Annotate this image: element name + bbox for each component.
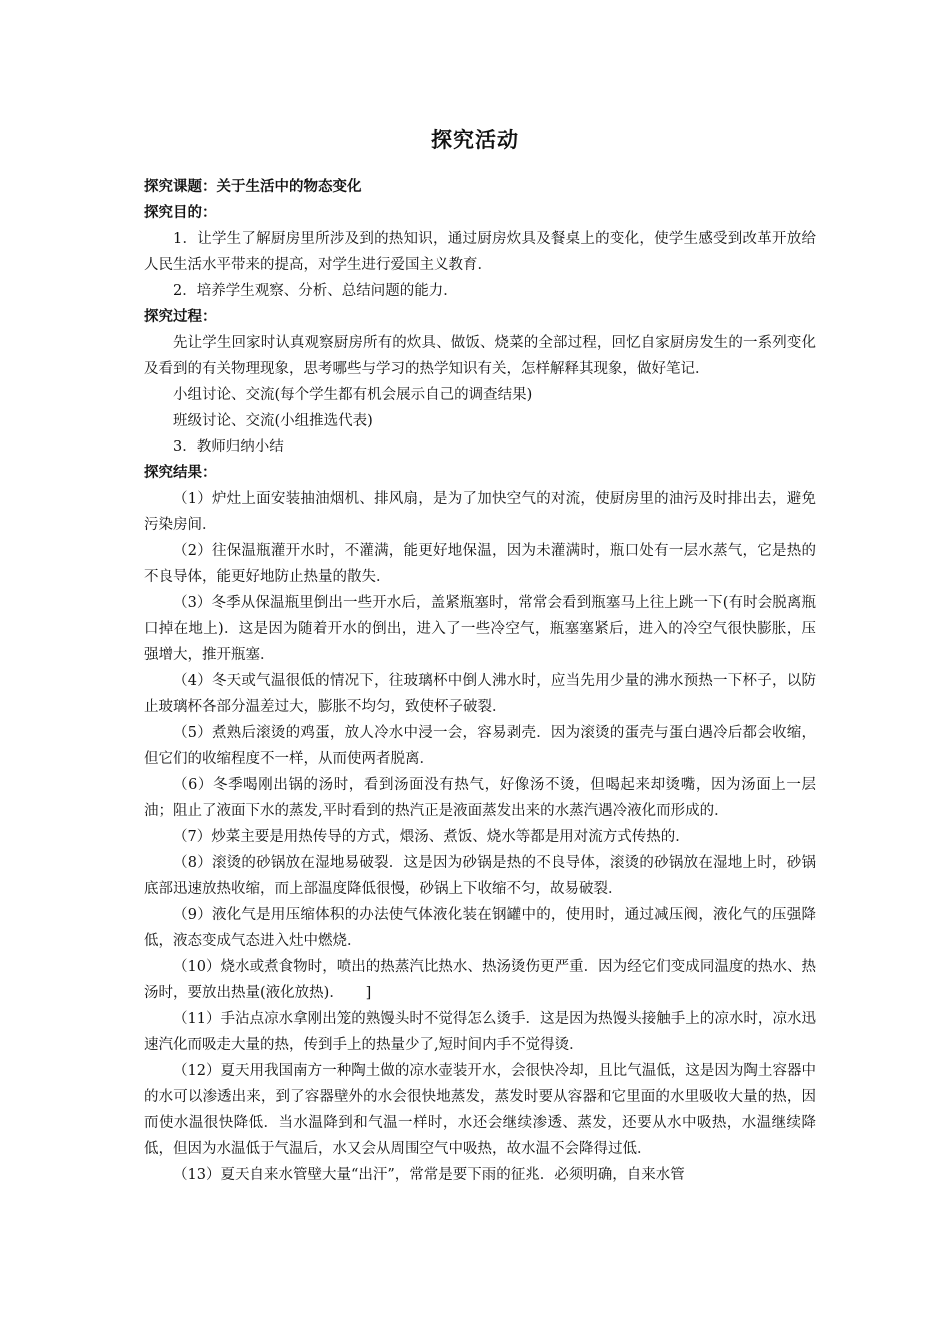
process-paragraph: 3．教师归纳小结 xyxy=(173,439,284,455)
result-item: （4）冬天或气温很低的情况下，往玻璃杯中倒人沸水时，应当先用少量的沸水预热一下杯子，以防止玻璃杯各部分温差过大，膨胀不均匀，致使杯子破裂． xyxy=(144,673,816,715)
result-item: （2）往保温瓶灌开水时，不灌满，能更好地保温，因为未灌满时，瓶口处有一层水蒸气，它是热的不良导体，能更好地防止热量的散失． xyxy=(144,543,816,585)
result-item: （1）炉灶上面安装抽油烟机、排风扇，是为了加快空气的对流，使厨房里的油污及时排出去，避免污染房间． xyxy=(144,491,816,533)
page-title: 探究活动 xyxy=(431,128,519,152)
result-item: （9）液化气是用压缩体积的办法使气体液化装在钢罐中的，使用时，通过减压阀，液化气的压强降低，液态变成气态进入灶中燃烧． xyxy=(144,907,816,949)
result-item: （11）手沾点凉水拿刚出笼的熟馒头时不觉得怎么烫手．这是因为热馒头接触手上的凉水时，凉水迅速汽化而吸走大量的热，传到手上的热量少了,短时间内手不觉得烫． xyxy=(144,1011,816,1053)
process-paragraph: 小组讨论、交流(每个学生都有机会展示自己的调查结果) xyxy=(173,387,533,403)
result-item: （13）夏天自来水管壁大量“出汗”，常常是要下雨的征兆．必须明确，自来水管 xyxy=(173,1167,685,1183)
topic-heading: 探究课题：关于生活中的物态变化 xyxy=(144,179,362,195)
purpose-heading: 探究目的： xyxy=(144,205,217,221)
result-item: （7）炒菜主要是用热传导的方式，煨汤、煮饭、烧水等都是用对流方式传热的． xyxy=(173,829,690,845)
purpose-item: 2．培养学生观察、分析、总结问题的能力． xyxy=(173,283,458,299)
result-item: （10）烧水或煮食物时，喷出的热蒸汽比热水、热汤烫伤更严重．因为经它们变成同温度的热水、热汤时，要放出热量(液化放热)． ] xyxy=(144,959,816,1001)
purpose-item: 1．让学生了解厨房里所涉及到的热知识，通过厨房炊具及餐桌上的变化，使学生感受到改革开放给人民生活水平带来的提高，对学生进行爱国主义教育． xyxy=(144,231,816,273)
result-item: （12）夏天用我国南方一种陶土做的凉水壶装开水，会很快冷却，且比气温低，这是因为陶土容器中的水可以渗透出来，到了容器壁外的水会很快地蒸发，蒸发时要从容器和它里面的水里吸收大量的热，因而使水温很快降低．当水温降到和气温一样时，水还会继续渗透、蒸发，还要从水中吸热，水温继续降低，但因为水温低于气温后，水又会从周围空气中吸热，故水温不会降得过低． xyxy=(144,1063,816,1157)
document-body xyxy=(144,174,816,1188)
process-paragraph: 班级讨论、交流(小组推选代表) xyxy=(173,413,373,429)
results-heading: 探究结果： xyxy=(144,465,217,481)
result-item: （8）滚烫的砂锅放在湿地易破裂．这是因为砂锅是热的不良导体，滚烫的砂锅放在湿地上时，砂锅底部迅速放热收缩，而上部温度降低很慢，砂锅上下收缩不匀，故易破裂． xyxy=(144,855,816,897)
result-item: （5）煮熟后滚烫的鸡蛋，放人冷水中浸一会，容易剥壳．因为滚烫的蛋壳与蛋白遇冷后都会收缩，但它们的收缩程度不一样，从而使两者脱离． xyxy=(144,725,816,767)
process-paragraph: 先让学生回家时认真观察厨房所有的炊具、做饭、烧菜的全部过程，回忆自家厨房发生的一系列变化及看到的有关物理现象，思考哪些与学习的热学知识有关，怎样解释其现象，做好笔记． xyxy=(144,335,816,377)
result-item: （3）冬季从保温瓶里倒出一些开水后，盖紧瓶塞时，常常会看到瓶塞马上往上跳一下(有时会脱离瓶口掉在地上)．这是因为随着开水的倒出，进入了一些冷空气，瓶塞塞紧后，进入的冷空气很快膨胀，压强增大，推开瓶塞． xyxy=(144,595,816,663)
process-heading: 探究过程： xyxy=(144,309,217,325)
result-item: （6）冬季喝刚出锅的汤时，看到汤面没有热气，好像汤不烫，但喝起来却烫嘴，因为汤面上一层油；阻止了液面下水的蒸发,平时看到的热汽正是液面蒸发出来的水蒸汽遇冷液化而形成的． xyxy=(144,777,816,819)
